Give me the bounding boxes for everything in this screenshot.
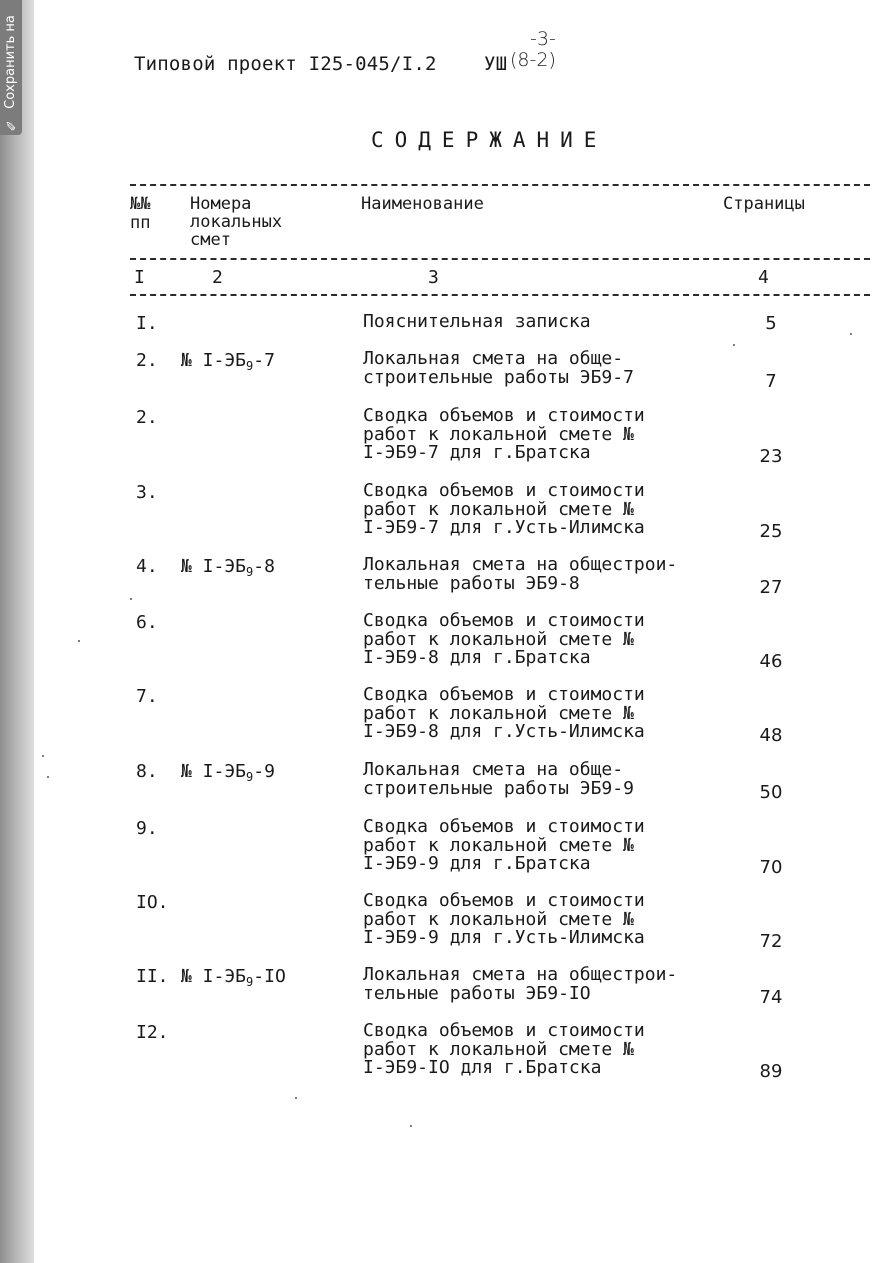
row-page: 70 (759, 857, 783, 878)
rule-top (130, 184, 870, 186)
row-title: Сводка объемов и стоимости работ к локальной смете № I-ЭБ9-9 для г.Братска (363, 816, 645, 874)
scan-speck (78, 640, 80, 642)
row-title: Локальная смета на обще- строительные работы ЭБ9-9 (363, 759, 634, 799)
row-page: 89 (759, 1061, 783, 1082)
scan-speck (130, 598, 132, 600)
smeta-suffix: -IO (253, 966, 286, 987)
row-title: Сводка объемов и стоимости работ к локальной смете № I-ЭБ9-IO для г.Братска (363, 1020, 645, 1078)
smeta-subscript: 9 (246, 359, 254, 373)
col-header-smeta-1: Номера (190, 194, 252, 214)
col-header-num-1: №№ (130, 194, 151, 214)
row-number: 7. (136, 686, 158, 707)
col-number-4: 4 (758, 267, 769, 288)
row-page: 48 (759, 725, 783, 746)
col-header-name: Наименование (361, 194, 484, 214)
row-number: 9. (136, 818, 158, 839)
row-title: Сводка объемов и стоимости работ к локальной смете № I-ЭБ9-7 для г.Усть-Илимска (363, 480, 645, 538)
col-header-pages: Страницы (723, 194, 805, 214)
row-number: 8. (136, 761, 158, 782)
scan-speck (295, 1097, 297, 1099)
save-to-button[interactable] (0, 0, 22, 135)
smeta-suffix: -9 (253, 761, 275, 782)
col-header-smeta-2: локальных (190, 212, 283, 232)
row-number: 2. (136, 407, 158, 428)
save-to-label-wrap (2, 4, 20, 132)
row-page: 50 (759, 781, 783, 803)
row-number: 3. (136, 482, 158, 503)
row-title: Локальная смета на общестрои- тельные работы ЭБ9-8 (363, 554, 678, 594)
scan-speck (410, 1125, 412, 1127)
row-title: Пояснительная записка (363, 311, 591, 332)
page-number: -3- (530, 28, 556, 50)
col-header-smeta-3: смет (190, 230, 231, 250)
row-page: 72 (759, 931, 783, 952)
volume-label: УШ (484, 53, 508, 75)
col-number-1: I (134, 267, 145, 288)
row-smeta-number (181, 966, 286, 987)
col-header-num-2: пп (130, 213, 151, 233)
scan-speck (733, 344, 735, 346)
row-number: 4. (136, 556, 158, 577)
smeta-prefix: № I-ЭБ (181, 556, 247, 577)
smeta-subscript: 9 (246, 565, 254, 579)
smeta-subscript: 9 (246, 770, 254, 784)
rule-mid (130, 258, 870, 260)
row-page: 27 (759, 576, 783, 598)
smeta-subscript: 9 (246, 975, 254, 989)
row-number: 6. (136, 612, 158, 633)
side-strip (0, 0, 34, 1263)
smeta-suffix: -7 (253, 350, 275, 371)
row-page: 7 (765, 370, 777, 392)
col-number-2: 2 (212, 267, 223, 288)
row-number: IO. (136, 892, 169, 913)
row-page: 23 (759, 446, 783, 467)
row-number: I2. (136, 1022, 169, 1043)
col-number-3: 3 (428, 267, 439, 288)
row-smeta-number (181, 556, 275, 577)
row-page: 5 (765, 313, 777, 334)
row-title: Сводка объемов и стоимости работ к локальной смете № I-ЭБ9-8 для г.Братска (363, 610, 645, 668)
project-label: Типовой проект I25-045/I.2 (134, 53, 437, 75)
row-number: I. (136, 313, 158, 334)
row-title: Локальная смета на общестрои- тельные работы ЭБ9-IO (363, 964, 678, 1004)
scan-speck (850, 333, 852, 335)
row-title: Сводка объемов и стоимости работ к локальной смете № I-ЭБ9-7 для г.Братска (363, 405, 645, 463)
row-title: Сводка объемов и стоимости работ к локальной смете № I-ЭБ9-9 для г.Усть-Илимска (363, 890, 645, 948)
smeta-prefix: № I-ЭБ (181, 966, 247, 987)
page-title: СОДЕРЖАНИЕ (371, 128, 608, 152)
smeta-prefix: № I-ЭБ (181, 761, 247, 782)
scan-speck (42, 755, 44, 757)
row-smeta-number (181, 761, 275, 782)
volume-hand: (8-2) (510, 49, 556, 71)
rule-bottom (130, 294, 870, 296)
smeta-prefix: № I-ЭБ (181, 350, 247, 371)
row-number: 2. (136, 350, 158, 371)
row-title: Локальная смета на обще- строительные работы ЭБ9-7 (363, 348, 634, 388)
pencil-icon: ✎ (3, 117, 18, 132)
row-page: 25 (759, 521, 783, 542)
smeta-suffix: -8 (253, 556, 275, 577)
save-to-label: Сохранить на (3, 15, 18, 109)
row-smeta-number (181, 350, 275, 371)
row-page: 46 (759, 651, 783, 672)
row-page: 74 (759, 986, 783, 1008)
row-title: Сводка объемов и стоимости работ к локальной смете № I-ЭБ9-8 для г.Усть-Илимска (363, 684, 645, 742)
scan-speck (47, 776, 49, 778)
row-number: II. (136, 966, 169, 987)
